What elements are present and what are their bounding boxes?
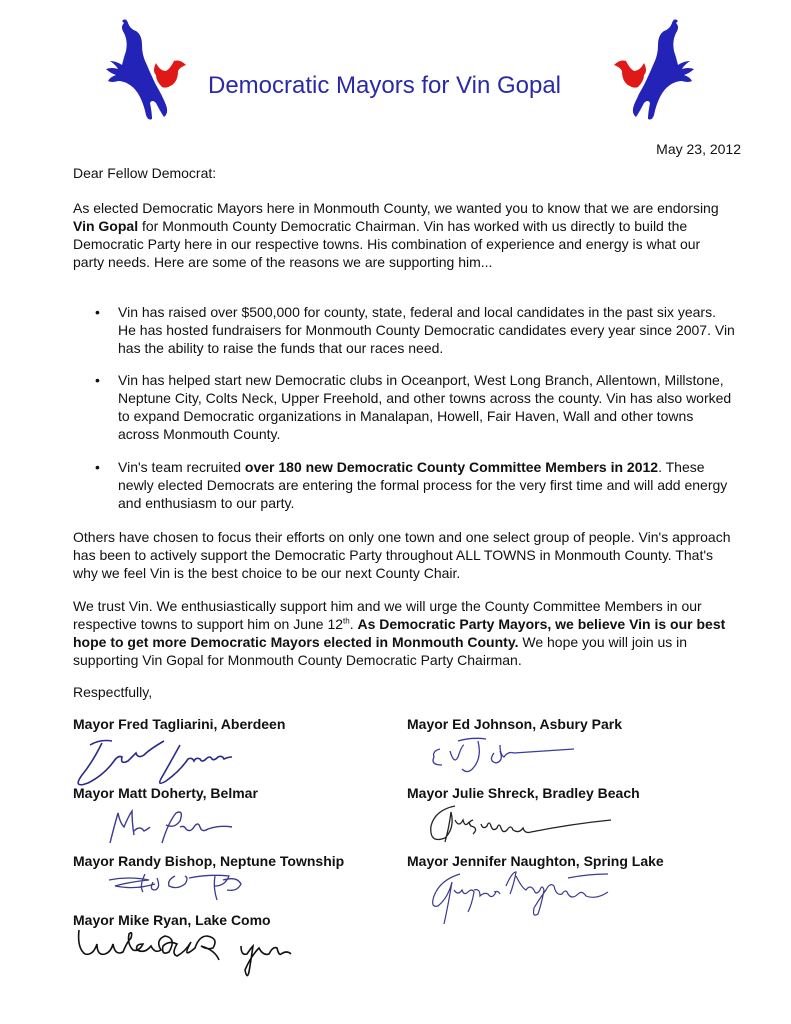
salutation: Dear Fellow Democrat: <box>73 165 217 181</box>
signatory-name: Mayor Matt Doherty, Belmar <box>73 785 258 801</box>
letterhead-title: Democratic Mayors for Vin Gopal <box>208 72 562 99</box>
signature-ryan-icon <box>73 928 333 993</box>
donkey-logo-left-icon <box>100 15 200 125</box>
intro-paragraph <box>73 199 733 271</box>
bullet-list-1 <box>95 303 735 357</box>
signature-doherty-icon <box>100 803 250 853</box>
bullet-item-clubs <box>95 371 735 443</box>
signatory-name: Mayor Mike Ryan, Lake Como <box>73 912 271 928</box>
body-paragraph-2: Others have chosen to focus their efforts on only one town and one select group of people. Vin's approach has been to actively support the Democratic Party throughout ALL TOWNS in Monmouth County. That's why we feel Vin is the best choice to be our next County Chair. <box>73 529 731 581</box>
bullet-text: Vin has raised over $500,000 for county, state, federal and local candidates in the past six years. He has hosted fundraisers for Monmouth County Democratic candidates every year since 2007. Vin has the ability to raise the funds that our races need. <box>118 304 735 356</box>
bullet-dot-icon: • <box>95 459 100 475</box>
intro-text-2: for Monmouth County Democratic Chairman. Vin has worked with us directly to build the Democratic Party here in our respective towns. His combination of experience and energy is what our party needs. Here are some of the reasons we are supporting him... <box>73 218 701 270</box>
bullet-dot-icon: • <box>95 372 100 388</box>
signature-johnson-icon <box>428 735 608 785</box>
bullet-dot-icon: • <box>95 304 100 320</box>
ordinal-suffix: th <box>343 616 350 626</box>
body-paragraph-3 <box>73 597 733 669</box>
signatory-name: Mayor Fred Tagliarini, Aberdeen <box>73 716 286 732</box>
signature-shreck-icon <box>425 800 665 855</box>
para3-bold-statement: As Democratic Party Mayors, we believe Vin is our best hope to get more Democratic Mayors elected in Monmouth County. <box>73 616 726 650</box>
bullet-bold-text: over 180 new Democratic County Committee Members in 2012 <box>244 459 659 475</box>
closing: Respectfully, <box>73 684 153 700</box>
signatory-name: Mayor Ed Johnson, Asbury Park <box>407 716 622 732</box>
bullet-list-2 <box>95 371 735 443</box>
letter-date: May 23, 2012 <box>656 141 741 157</box>
signature-bishop-icon <box>105 870 265 910</box>
intro-candidate-name: Vin Gopal <box>73 218 139 234</box>
bullet-text: . These newly elected Democrats are entering the formal process for the very first time and will add energy and enthusiasm to our party. <box>118 459 728 511</box>
bullet-text: Vin's team recruited <box>118 459 245 475</box>
signatory-name: Mayor Randy Bishop, Neptune Township <box>73 853 345 869</box>
bullet-item-fundraising <box>95 303 735 357</box>
intro-text-1: As elected Democratic Mayors here in Monmouth County, we wanted you to know that we are endorsing <box>73 200 719 216</box>
para3-text-2: . <box>349 616 358 632</box>
para3-text-1: We trust Vin. We enthusiastically support him and we will urge the County Committee Members in our respective towns to support him on June 12 <box>73 598 702 632</box>
para3-text-3: We hope you will join us in supporting Vin Gopal for Monmouth County Democratic Party Chairman. <box>73 634 688 668</box>
bullet-item-committee <box>95 458 735 512</box>
signatory-name: Mayor Jennifer Naughton, Spring Lake <box>407 853 664 869</box>
signature-naughton-icon <box>428 868 668 933</box>
signature-tagliarini-icon <box>70 733 300 793</box>
donkey-logo-right-icon <box>600 15 700 125</box>
bullet-text: Vin has helped start new Democratic clubs in Oceanport, West Long Branch, Allentown, Millstone, Neptune City, Colts Neck, Upper Freehold, and other towns across the county. Vin has also worked to expand Democratic organizations in Manalapan, Howell, Fair Haven, Wall and other towns across Monmouth County. <box>118 372 732 442</box>
bullet-list-3 <box>95 458 735 512</box>
signatory-name: Mayor Julie Shreck, Bradley Beach <box>407 785 640 801</box>
